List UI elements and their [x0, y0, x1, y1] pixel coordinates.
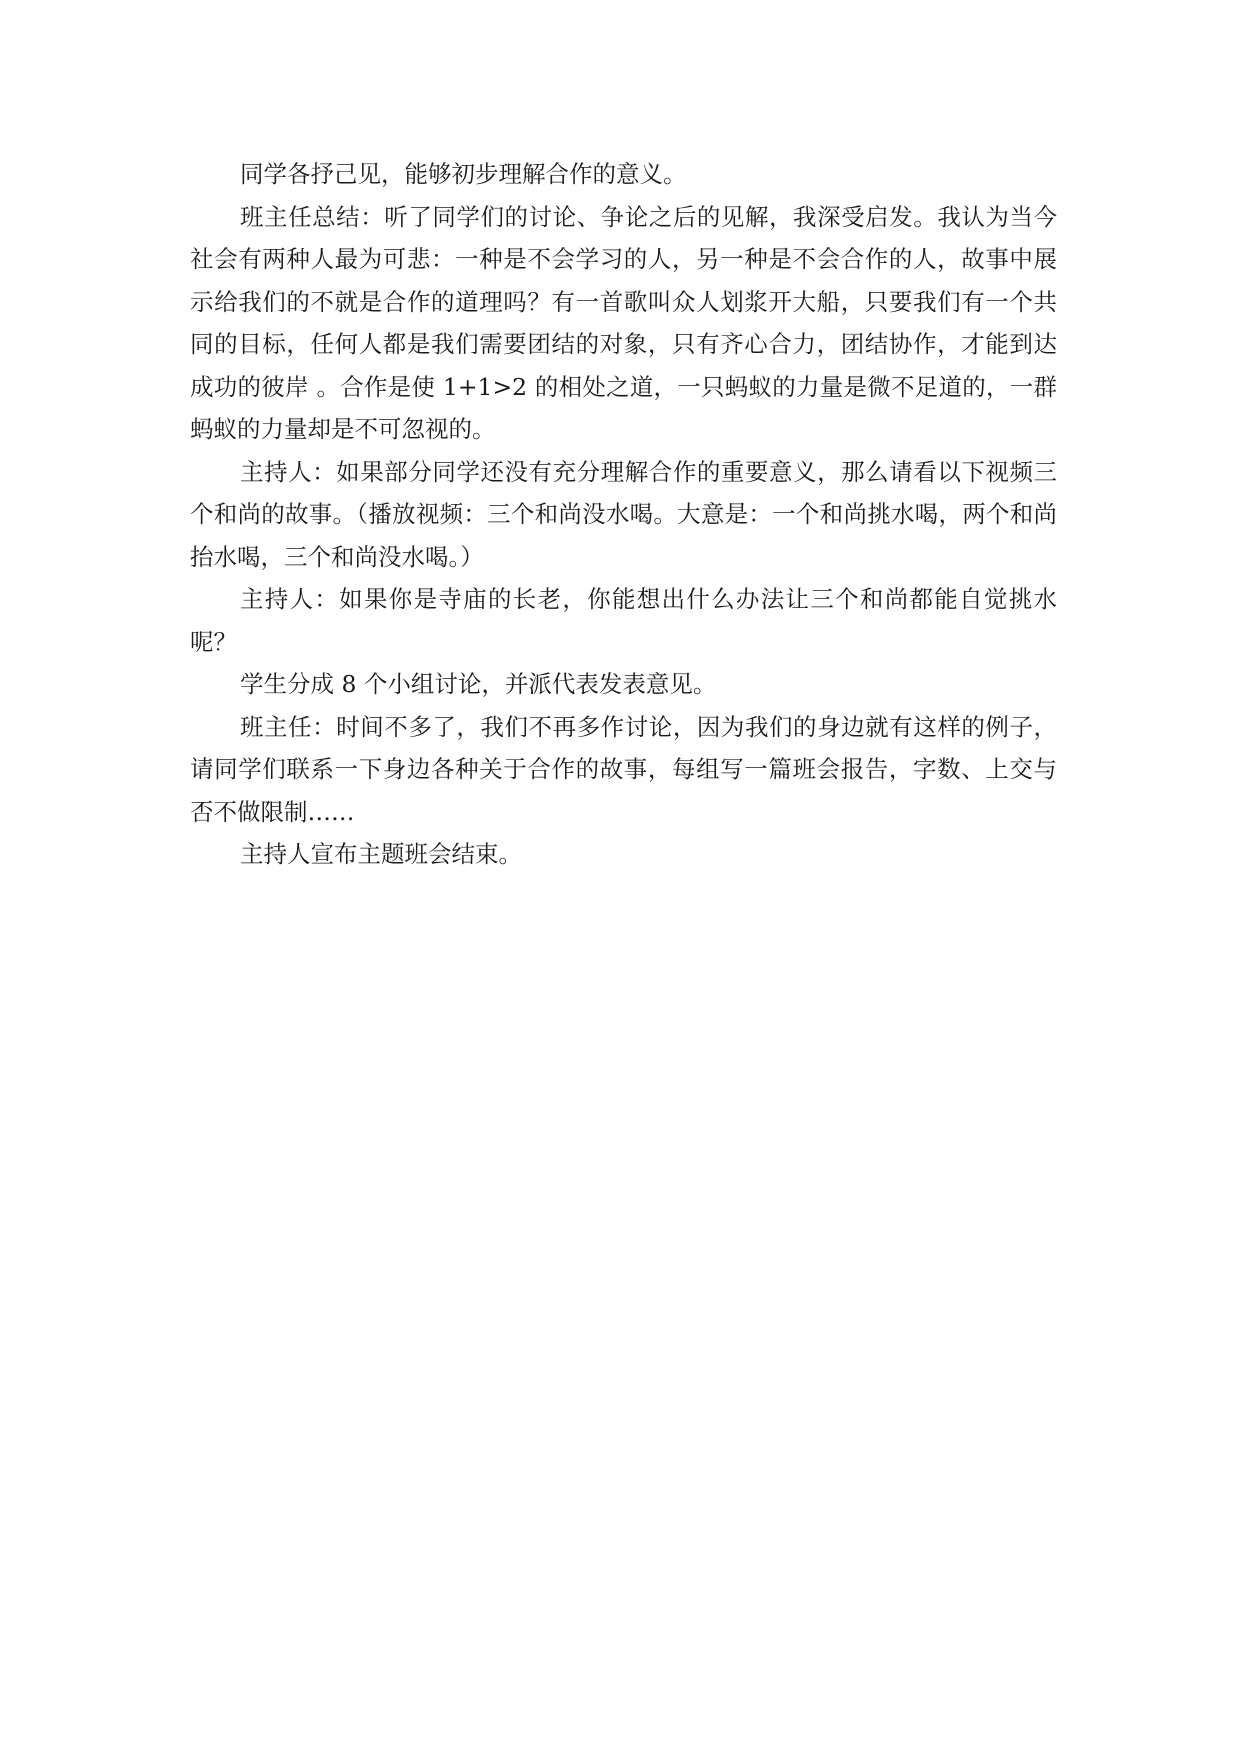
- paragraph-3: 主持人：如果部分同学还没有充分理解合作的重要意义，那么请看以下视频三个和尚的故事。（播放视频：三个和尚没水喝。大意是：一个和尚挑水喝，两个和尚抬水喝，三个和尚没水喝。）: [190, 457, 1057, 571]
- paragraph-4: 主持人：如果你是寺庙的长老，你能想出什么办法让三个和尚都能自觉挑水呢？: [190, 585, 1057, 656]
- paragraph-7: 主持人宣布主题班会结束。: [240, 840, 522, 868]
- paragraph-1: 同学各抒己见，能够初步理解合作的意义。: [240, 160, 687, 188]
- paragraph-6: 班主任：时间不多了，我们不再多作讨论，因为我们的身边就有这样的例子，请同学们联系一下身边各种关于合作的故事，每组写一篇班会报告，字数、上交与否不做限制……: [190, 712, 1057, 826]
- paragraph-2: 班主任总结：听了同学们的讨论、争论之后的见解，我深受启发。我认为当今社会有两种人最为可悲：一种是不会学习的人，另一种是不会合作的人，故事中展示给我们的不就是合作的道理吗？有一首歌叫众人划浆开大船，只要我们有一个共同的目标，任何人都是我们需要团结的对象，只有齐心合力，团结协作，才能到达成功的彼岸 。合作是使 1+1>2 的相处之道，一只蚂蚁的力量是微不足道的，一群蚂蚁的力量却是不可忽视的。: [190, 202, 1057, 443]
- paragraph-5: 学生分成 8 个小组讨论，并派代表发表意见。: [240, 670, 717, 698]
- document-body: [190, 153, 1057, 876]
